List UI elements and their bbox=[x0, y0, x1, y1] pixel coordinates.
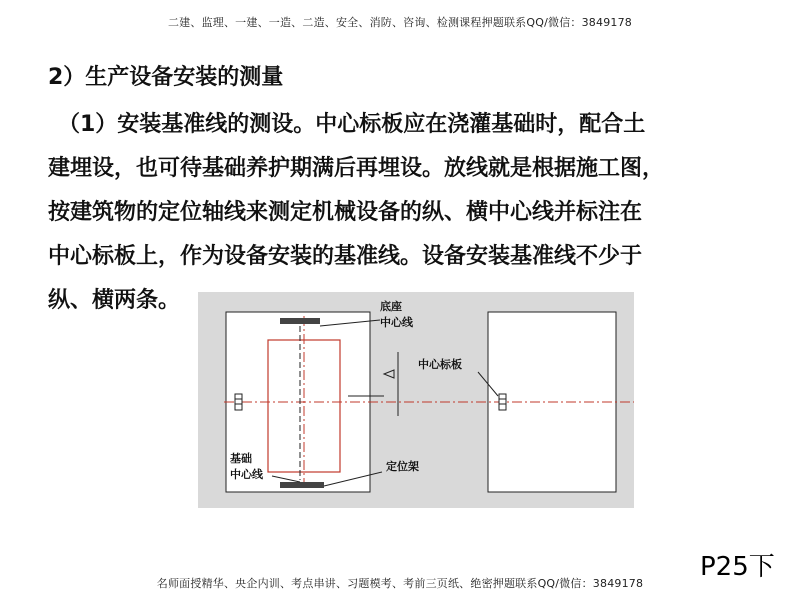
installation-baseline-diagram bbox=[198, 292, 634, 508]
bottom-positioning-frame bbox=[280, 482, 324, 488]
label-positioning-frame: 定位架 bbox=[386, 460, 419, 473]
label-base-center-line2: 中心线 bbox=[380, 316, 413, 329]
label-base-center-line1: 底座 bbox=[380, 300, 402, 313]
paragraph-line: 纵、横两条。 bbox=[48, 288, 181, 313]
section-heading: 2）生产设备安装的测量 bbox=[48, 65, 284, 90]
paragraph-line: （1）安装基准线的测设。中心标板应在浇灌基础时，配合土 bbox=[58, 112, 646, 137]
label-foundation-center-line1: 基础 bbox=[230, 452, 252, 465]
paragraph-line: 建埋设，也可待基础养护期满后再埋设。放线就是根据施工图， bbox=[48, 156, 665, 181]
top-positioning-frame bbox=[280, 318, 320, 324]
paragraph-line: 中心标板上，作为设备安装的基准线。设备安装基准线不少于 bbox=[48, 244, 643, 269]
label-center-plate: 中心标板 bbox=[418, 358, 462, 371]
body-paragraph bbox=[48, 103, 763, 323]
paragraph-line: 按建筑物的定位轴线来测定机械设备的纵、横中心线并标注在 bbox=[48, 200, 643, 225]
label-foundation-center-line2: 中心线 bbox=[230, 468, 263, 481]
left-center-plate bbox=[235, 394, 242, 410]
right-center-plate bbox=[499, 394, 506, 410]
bottom-banner: 名师面授精华、央企内训、考点串讲、习题模考、考前三页纸、绝密押题联系QQ/微信：3849178 bbox=[156, 577, 644, 590]
top-banner: 二建、监理、一建、一造、二造、安全、消防、咨询、检测课程押题联系QQ/微信：3849178 bbox=[167, 16, 632, 29]
page-number: P25下 bbox=[700, 552, 775, 582]
diagram-svg bbox=[198, 292, 634, 508]
